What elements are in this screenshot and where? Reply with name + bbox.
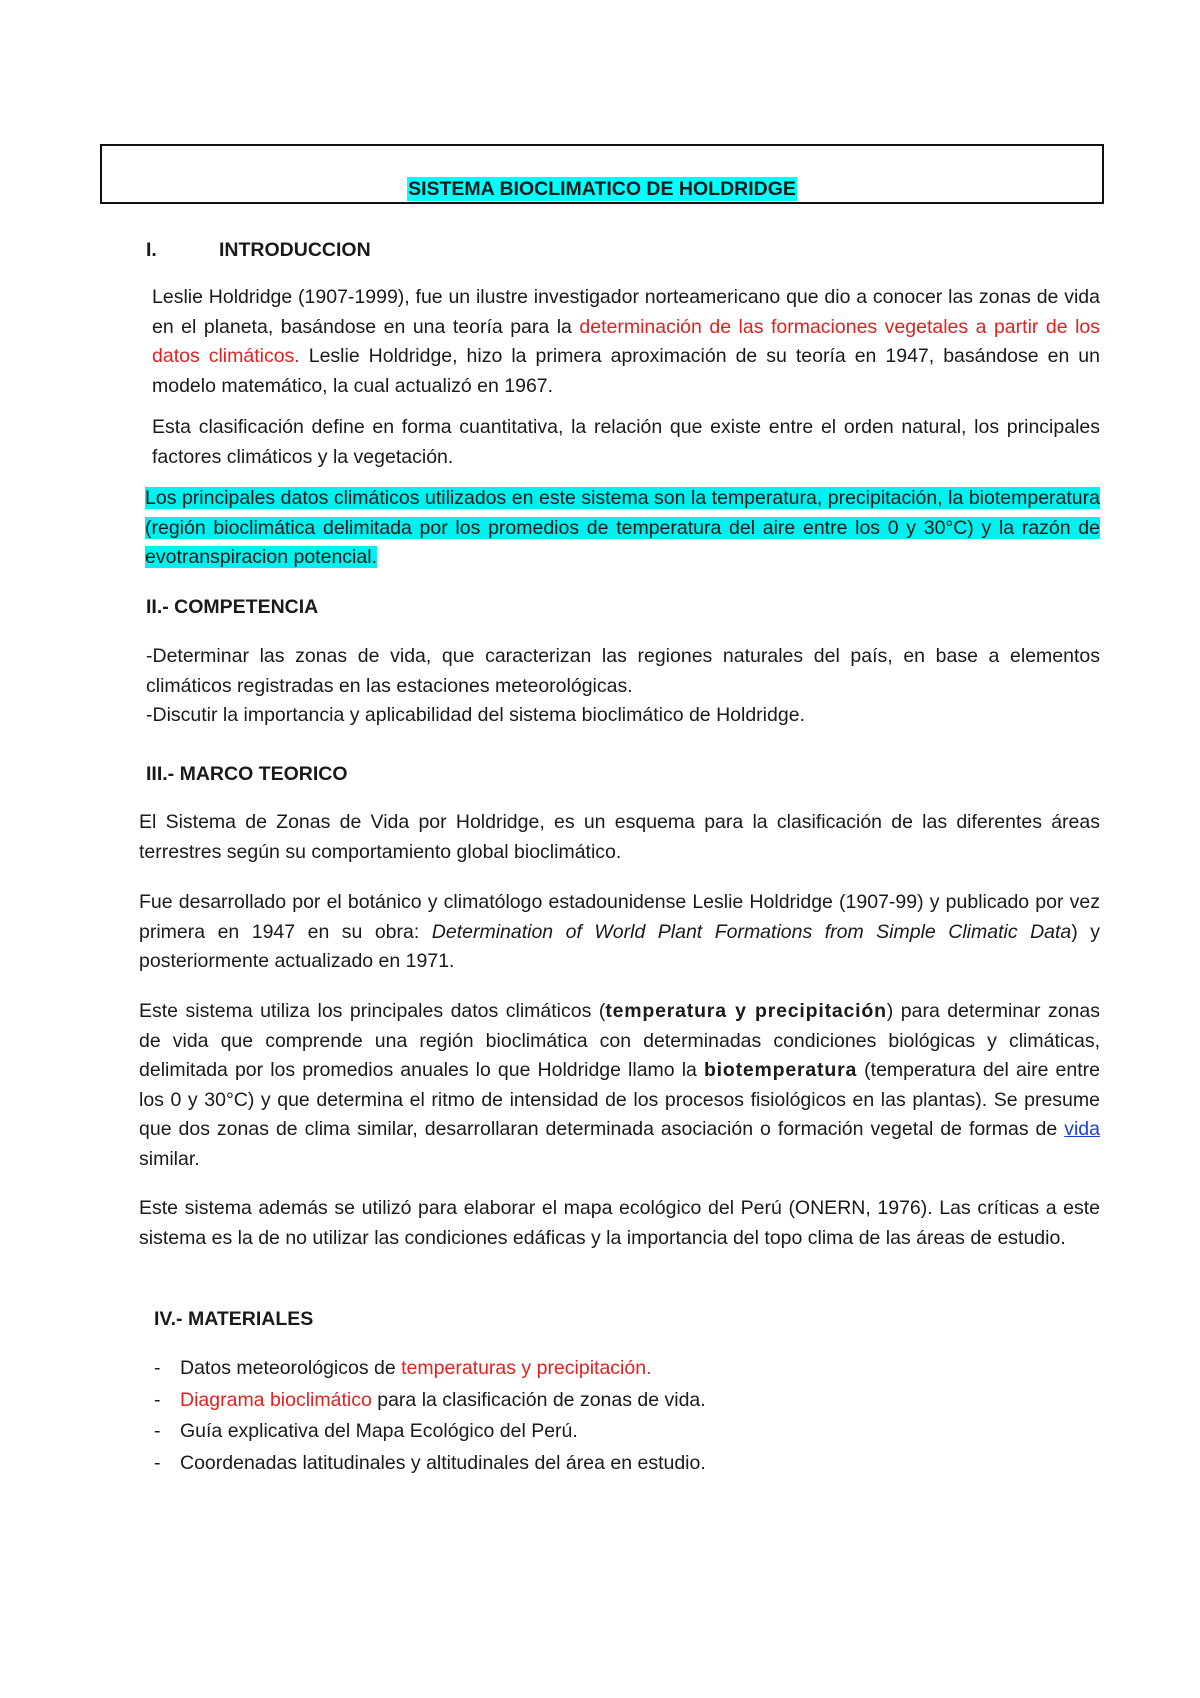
bold-term-biotemperatura: biotemperatura [703, 1059, 858, 1081]
list-item: - Coordenadas latitudinales y altitudinales del área en estudio. [152, 1448, 706, 1480]
vida-link[interactable]: vida [1064, 1118, 1100, 1140]
intro-paragraph-2: Esta clasificación define en forma cuantitativa, la relación que existe entre el orden natural, los principales factores climáticos y la vegetación. [152, 416, 1100, 468]
materiales-heading: IV.- MATERIALES [154, 1308, 314, 1330]
competencia-item-1: -Determinar las zonas de vida, que caracterizan las regiones naturales del país, en base a elementos climáticos registradas en las estaciones meteorológicas. [146, 645, 1100, 697]
marco-paragraph-4: Este sistema además se utilizó para elaborar el mapa ecológico del Perú (ONERN, 1976). Las críticas a este sistema es la de no utilizar las condiciones edáficas y la importancia del topo clima de las áreas de estudio. [139, 1197, 1100, 1249]
list-item: - Datos meteorológicos de temperaturas y precipitación. [152, 1353, 706, 1385]
list-item: - Guía explicativa del Mapa Ecológico del Perú. [152, 1416, 706, 1448]
marco-heading: III.- MARCO TEORICO [146, 763, 348, 785]
intro-paragraph-1: Leslie Holdridge (1907-1999), fue un ilustre investigador norteamericano que dio a conocer las zonas de vida en el planeta, basándose en una teoría para la determinación de las formaciones vegetales a partir de los datos climáticos. Leslie Holdridge, hizo la primera aproximación de su teoría en 1947, basándose en un modelo matemático, la cual actualizó en 1967. [152, 286, 1100, 397]
bold-term-temperatura: temperatura y precipitación [605, 1000, 887, 1022]
materiales-list [152, 1353, 706, 1479]
intro-red-phrase: determinación de las formaciones vegetales a partir de los datos climáticos. [152, 315, 1100, 367]
competencia-heading: II.- COMPETENCIA [146, 596, 319, 618]
marco-paragraph-3: Este sistema utiliza los principales datos climáticos (temperatura y precipitación) para determinar zonas de vida que comprende una región bioclimática con determinadas condiciones biológicas y climáticas, delimitada por los promedios anuales lo que Holdridge llamo la biotemperatura (temperatura del aire entre los 0 y 30°C) y que determina el ritmo de intensidad de los procesos fisiológicos en las plantas). Se presume que dos zonas de clima similar, desarrollaran determinada asociación o formación vegetal de formas de vida similar. [139, 1000, 1100, 1170]
intro-numeral: I. [146, 239, 157, 261]
intro-heading: INTRODUCCION [219, 239, 371, 261]
title-box [100, 144, 1104, 204]
book-title: Determination of World Plant Formations from Simple Climatic Data [431, 920, 1072, 943]
intro-paragraph-3-highlighted: Los principales datos climáticos utilizados en este sistema son la temperatura, precipitación, la biotemperatura (región bioclimática delimitada por los promedios de temperatura del aire entre los 0 y 30°C) y la razón de evotranspiracion potencial. [145, 487, 1100, 568]
marco-paragraph-1: El Sistema de Zonas de Vida por Holdridge, es un esquema para la clasificación de las diferentes áreas terrestres según su comportamiento global bioclimático. [139, 811, 1100, 863]
competencia-item-2: -Discutir la importancia y aplicabilidad del sistema bioclimático de Holdridge. [146, 704, 805, 726]
document-title: SISTEMA BIOCLIMATICO DE HOLDRIDGE [408, 178, 796, 200]
list-item: - Diagrama bioclimático para la clasificación de zonas de vida. [152, 1385, 706, 1417]
marco-paragraph-2: Fue desarrollado por el botánico y climatólogo estadounidense Leslie Holdridge (1907-99) y publicado por vez primera en 1947 en su obra: Determination of World Plant Formations from Simple Climatic Data) y posteriormente actualizado en 1971. [139, 891, 1100, 972]
